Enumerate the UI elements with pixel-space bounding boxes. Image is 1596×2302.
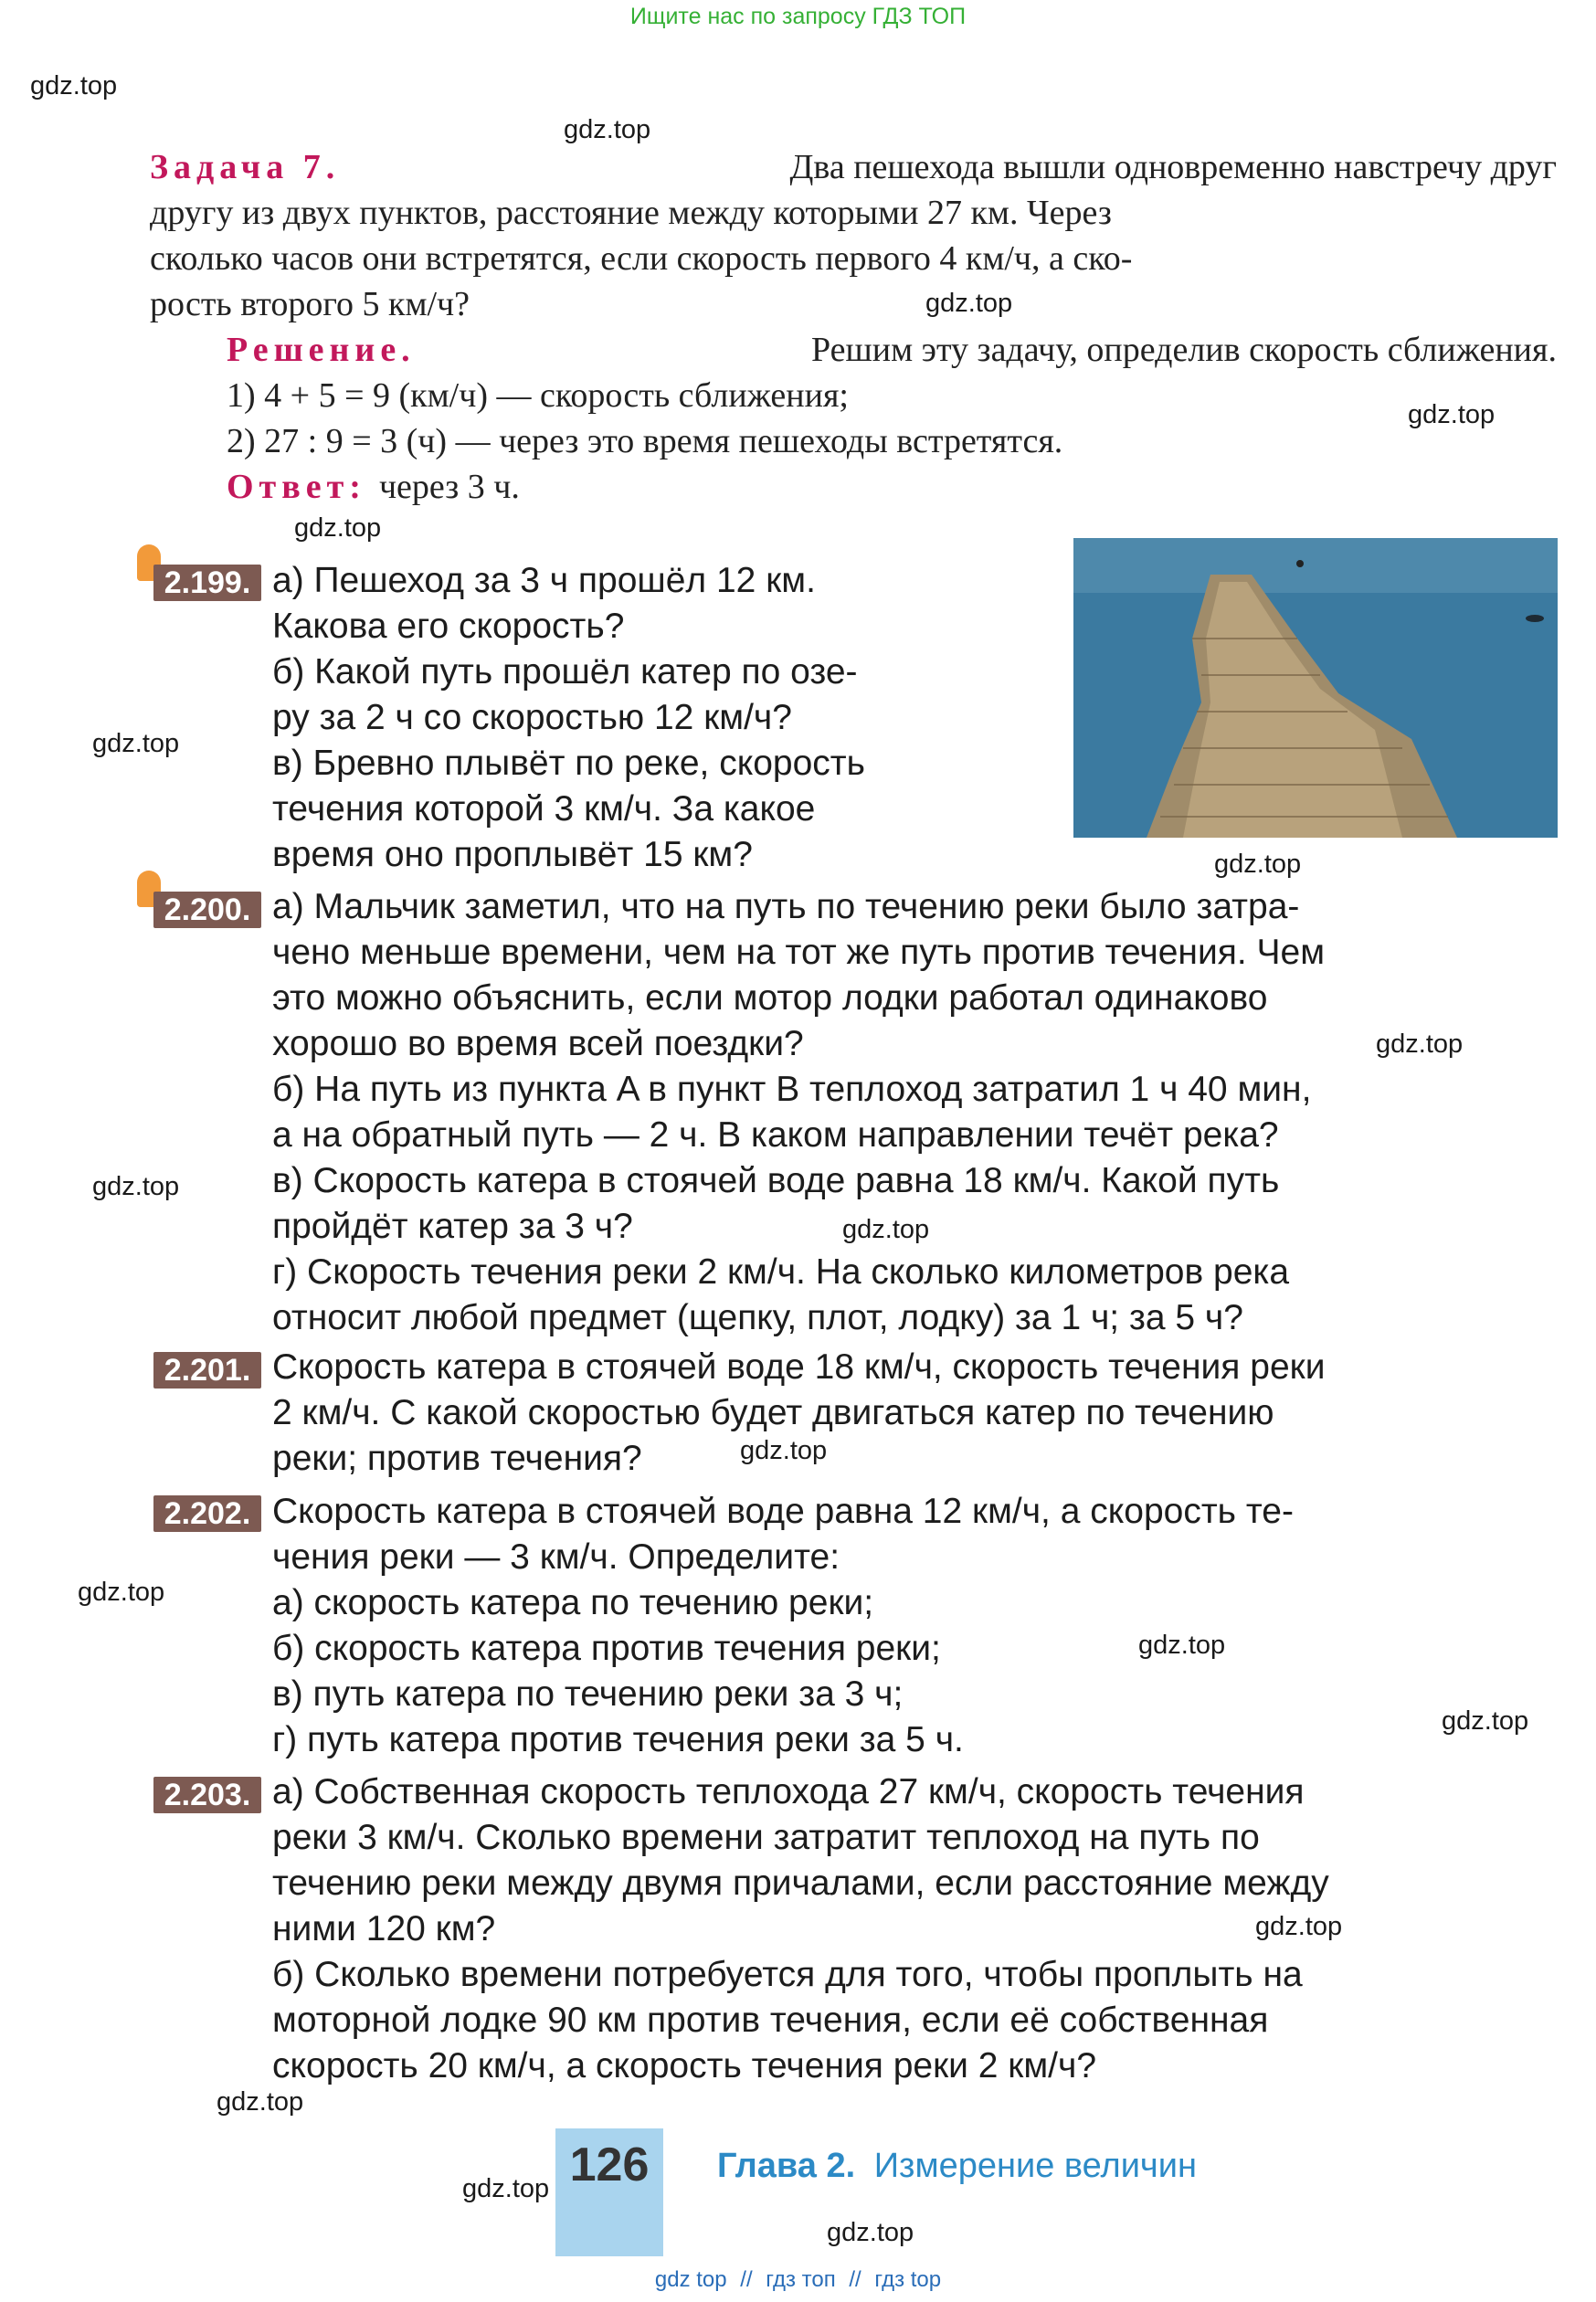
problem-line: а на обратный путь — 2 ч. В каком направлении течёт река? [272, 1115, 1279, 1155]
problem-line: а) скорость катера по течению реки; [272, 1583, 874, 1622]
problem-line: течению реки между двумя причалами, если расстояние между [272, 1864, 1329, 1903]
problem-number: 2.201. [153, 1352, 261, 1389]
solution-label: Решение. [227, 331, 416, 369]
problem-2-200 [272, 884, 1558, 1341]
problem-2-202 [272, 1489, 1558, 1763]
task-line: другу из двух пунктов, расстояние между которыми 27 км. Через [150, 194, 1112, 232]
solution-step: 1) 4 + 5 = 9 (км/ч) — скорость сближения; [227, 376, 849, 415]
answer-text: через 3 ч. [378, 468, 520, 506]
watermark: gdz.top [92, 729, 180, 758]
problem-line: г) путь катера против течения реки за 5 ч. [272, 1720, 964, 1759]
problem-number: 2.202. [153, 1495, 261, 1532]
watermark: gdz.top [92, 1172, 180, 1201]
chapter-title: Измерение величин [873, 2147, 1197, 2185]
watermark: gdz.top [827, 2218, 914, 2247]
problem-number: 2.199. [153, 565, 261, 601]
watermark: gdz.top [842, 1215, 930, 1244]
watermark: gdz.top [564, 115, 651, 144]
problem-2-203 [272, 1769, 1558, 2089]
watermark: gdz.top [740, 1436, 828, 1465]
problem-line: время оно проплывёт 15 км? [272, 835, 753, 874]
watermark: gdz.top [462, 2174, 550, 2203]
page-number: 126 [555, 2128, 663, 2256]
watermark: gdz.top [925, 289, 1013, 318]
watermark: gdz.top [217, 2087, 304, 2117]
answer-label: Ответ: [227, 468, 366, 506]
problem-line: чения реки — 3 км/ч. Определите: [272, 1537, 840, 1577]
problem-line: чено меньше времени, чем на тот же путь против течения. Чем [272, 933, 1326, 972]
problem-line: Какова его скорость? [272, 607, 625, 646]
problem-line: ними 120 км? [272, 1909, 496, 1948]
log-raft-illustration [1073, 538, 1558, 838]
problem-line: в) Бревно плывёт по реке, скорость [272, 744, 865, 783]
problem-line: б) Какой путь прошёл катер по озе- [272, 652, 858, 692]
problem-number: 2.200. [153, 892, 261, 928]
footer-link[interactable]: гдз топ [766, 2267, 836, 2292]
footer-separator: // [849, 2267, 861, 2292]
task-line: рость второго 5 км/ч? [150, 285, 470, 323]
chapter-heading [717, 2147, 1197, 2186]
watermark: gdz.top [294, 513, 382, 543]
task-line: Два пешехода вышли одновременно навстречу друг [789, 148, 1557, 186]
problem-line: а) Пешеход за 3 ч прошёл 12 км. [272, 561, 816, 600]
footer-link[interactable]: gdz top [654, 2267, 727, 2292]
task-line: сколько часов они встретятся, если скорость первого 4 км/ч, а ско- [150, 239, 1133, 278]
problem-line: реки 3 км/ч. Сколько времени затратит теплоход на путь по [272, 1818, 1260, 1857]
watermark: gdz.top [1255, 1912, 1343, 1941]
problem-line: а) Собственная скорость теплохода 27 км/ч, скорость течения [272, 1772, 1305, 1811]
task-7 [150, 144, 1557, 510]
watermark: gdz.top [78, 1578, 165, 1607]
problem-line: б) Сколько времени потребуется для того, чтобы проплыть на [272, 1955, 1303, 1994]
problem-line: 2 км/ч. С какой скоростью будет двигаться катер по течению [272, 1393, 1274, 1432]
problem-line: б) скорость катера против течения реки; [272, 1629, 941, 1668]
problem-line: относит любой предмет (щепку, плот, лодку) за 1 ч; за 5 ч? [272, 1298, 1243, 1337]
problem-line: ру за 2 ч со скоростью 12 км/ч? [272, 698, 792, 737]
problem-line: течения которой 3 км/ч. За какое [272, 789, 816, 829]
problem-line: в) путь катера по течению реки за 3 ч; [272, 1674, 904, 1714]
watermark: gdz.top [30, 71, 118, 100]
solution-step: 2) 27 : 9 = 3 (ч) — через это время пешеходы встретятся. [227, 422, 1063, 460]
problem-line: г) Скорость течения реки 2 км/ч. На сколько километров река [272, 1252, 1290, 1292]
problem-line: б) На путь из пункта A в пункт B теплоход затратил 1 ч 40 мин, [272, 1070, 1312, 1109]
footer-separator: // [740, 2267, 753, 2292]
problem-line: Скорость катера в стоячей воде 18 км/ч, скорость течения реки [272, 1347, 1326, 1387]
problem-line: скорость 20 км/ч, а скорость течения реки 2 км/ч? [272, 2046, 1097, 2086]
watermark: gdz.top [1408, 400, 1496, 429]
problem-line: в) Скорость катера в стоячей воде равна 18 км/ч. Какой путь [272, 1161, 1280, 1200]
watermark: gdz.top [1376, 1030, 1464, 1059]
top-banner[interactable]: Ищите нас по запросу ГДЗ ТОП [629, 4, 967, 29]
problem-line: пройдёт катер за 3 ч? [272, 1207, 633, 1246]
problem-2-199 [272, 558, 1008, 878]
problem-2-201 [272, 1345, 1558, 1482]
problem-line: хорошо во время всей поездки? [272, 1024, 804, 1063]
solution-text: Решим эту задачу, определив скорость сближения. [811, 331, 1557, 369]
problem-line: Скорость катера в стоячей воде равна 12 км/ч, а скорость те- [272, 1492, 1294, 1531]
problem-line: а) Мальчик заметил, что на путь по течению реки было затра- [272, 887, 1300, 926]
problem-line: это можно объяснить, если мотор лодки работал одинаково [272, 978, 1268, 1018]
watermark: gdz.top [1214, 850, 1302, 879]
chapter-label: Глава 2. [717, 2147, 856, 2185]
problem-number: 2.203. [153, 1777, 261, 1813]
problem-line: реки; против течения? [272, 1439, 642, 1478]
log-raft-photo [1073, 538, 1558, 838]
problem-line: моторной лодке 90 км против течения, если её собственная [272, 2001, 1269, 2040]
task-title: Задача 7. [150, 148, 341, 186]
footer-links [0, 2267, 1596, 2293]
watermark: gdz.top [1138, 1631, 1226, 1660]
footer-link[interactable]: гдз top [874, 2267, 942, 2292]
watermark: gdz.top [1442, 1706, 1529, 1736]
